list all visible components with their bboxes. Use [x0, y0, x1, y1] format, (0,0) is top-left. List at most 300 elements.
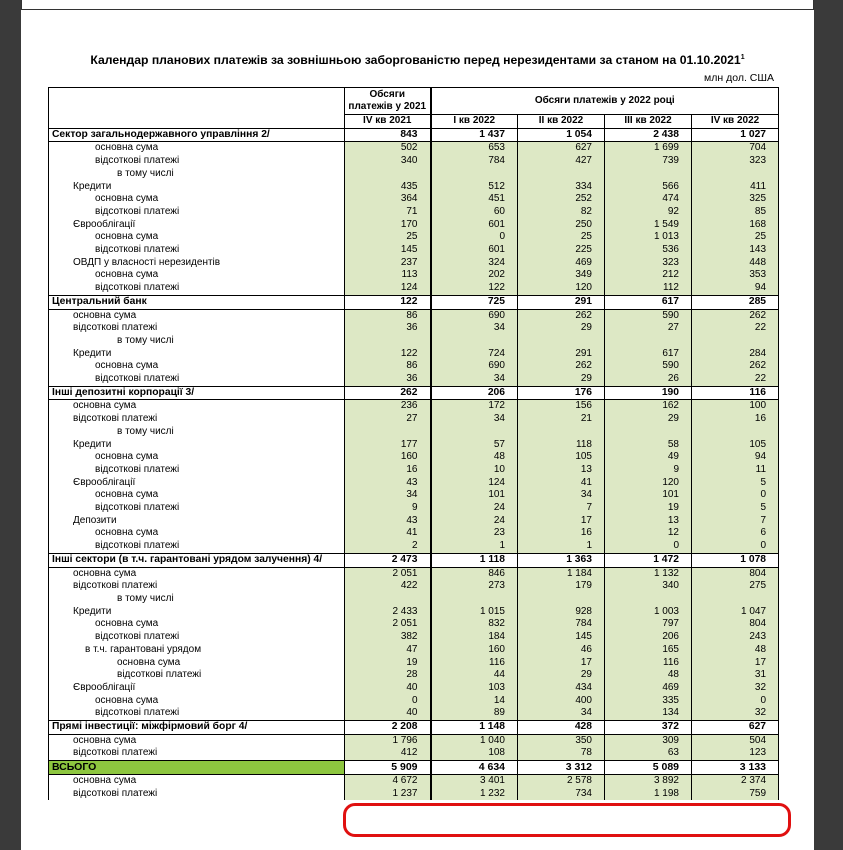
value-cell — [605, 426, 692, 439]
value-cell: 262 — [345, 386, 431, 400]
value-cell: 804 — [692, 618, 779, 631]
value-cell: 324 — [431, 257, 518, 270]
value-cell: 309 — [605, 734, 692, 747]
table-row — [49, 553, 779, 567]
value-cell: 2 051 — [345, 618, 431, 631]
value-cell: 262 — [518, 309, 605, 322]
value-cell: 617 — [605, 295, 692, 309]
value-cell — [345, 335, 431, 348]
value-cell: 19 — [345, 657, 431, 670]
value-cell: 78 — [518, 747, 605, 760]
row-label: відсоткові платежі — [49, 502, 345, 515]
table-row — [49, 193, 779, 206]
table-row — [49, 527, 779, 540]
row-label: відсоткові платежі — [49, 322, 345, 335]
value-cell: 17 — [692, 657, 779, 670]
table-row — [49, 373, 779, 386]
value-cell: 63 — [605, 747, 692, 760]
value-cell: 451 — [431, 193, 518, 206]
value-cell: 170 — [345, 219, 431, 232]
value-cell: 2 051 — [345, 567, 431, 580]
value-cell: 134 — [605, 707, 692, 720]
value-cell: 601 — [431, 219, 518, 232]
value-cell: 275 — [692, 580, 779, 593]
value-cell: 285 — [692, 295, 779, 309]
value-cell: 172 — [431, 400, 518, 413]
table-row — [49, 413, 779, 426]
table-row — [49, 219, 779, 232]
value-cell: 1 132 — [605, 567, 692, 580]
value-cell: 12 — [605, 527, 692, 540]
value-cell: 48 — [605, 669, 692, 682]
value-cell: 13 — [518, 464, 605, 477]
row-label: основна сума — [49, 231, 345, 244]
row-label: основна сума — [49, 269, 345, 282]
value-cell: 0 — [692, 489, 779, 502]
row-label: Єврооблігації — [49, 477, 345, 490]
table-row — [49, 695, 779, 708]
table-row — [49, 231, 779, 244]
value-cell: 143 — [692, 244, 779, 257]
value-cell: 928 — [518, 606, 605, 619]
value-cell: 1 148 — [431, 721, 518, 735]
value-cell: 156 — [518, 400, 605, 413]
value-cell: 1 027 — [692, 128, 779, 142]
row-label: відсоткові платежі — [49, 707, 345, 720]
value-cell — [605, 168, 692, 181]
row-label: основна сума — [49, 695, 345, 708]
value-cell: 284 — [692, 348, 779, 361]
value-cell: 27 — [605, 322, 692, 335]
value-cell: 734 — [518, 788, 605, 801]
value-cell: 1 054 — [518, 128, 605, 142]
value-cell: 120 — [518, 282, 605, 295]
value-cell: 1 549 — [605, 219, 692, 232]
table-body — [49, 128, 779, 800]
value-cell: 32 — [692, 707, 779, 720]
value-cell: 1 015 — [431, 606, 518, 619]
table-row — [49, 464, 779, 477]
value-cell — [345, 426, 431, 439]
value-cell: 145 — [518, 631, 605, 644]
value-cell: 759 — [692, 788, 779, 801]
value-cell: 273 — [431, 580, 518, 593]
value-cell: 502 — [345, 142, 431, 155]
table-row — [49, 128, 779, 142]
value-cell — [692, 426, 779, 439]
value-cell: 3 892 — [605, 774, 692, 787]
value-cell: 25 — [518, 231, 605, 244]
row-label: відсоткові платежі — [49, 464, 345, 477]
value-cell: 1 437 — [431, 128, 518, 142]
row-label: відсоткові платежі — [49, 631, 345, 644]
value-cell: 36 — [345, 373, 431, 386]
value-cell: 1 047 — [692, 606, 779, 619]
table-row — [49, 360, 779, 373]
value-cell: 334 — [518, 181, 605, 194]
table-row — [49, 669, 779, 682]
value-cell: 350 — [518, 734, 605, 747]
table-row — [49, 502, 779, 515]
document-page — [21, 0, 814, 850]
value-cell: 101 — [605, 489, 692, 502]
value-cell: 16 — [692, 413, 779, 426]
value-cell: 435 — [345, 181, 431, 194]
row-label: відсоткові платежі — [49, 244, 345, 257]
value-cell: 1 699 — [605, 142, 692, 155]
value-cell — [692, 168, 779, 181]
value-cell: 566 — [605, 181, 692, 194]
value-cell: 725 — [431, 295, 518, 309]
value-cell: 118 — [518, 439, 605, 452]
value-cell: 17 — [518, 657, 605, 670]
value-cell: 474 — [605, 193, 692, 206]
value-cell: 202 — [431, 269, 518, 282]
value-cell: 252 — [518, 193, 605, 206]
value-cell: 34 — [431, 373, 518, 386]
row-label: в т.ч. гарантовані урядом — [49, 644, 345, 657]
value-cell: 1 237 — [345, 788, 431, 801]
value-cell: 1 232 — [431, 788, 518, 801]
value-cell: 105 — [518, 451, 605, 464]
value-cell: 1 — [431, 540, 518, 553]
row-label: Єврооблігації — [49, 219, 345, 232]
value-cell: 103 — [431, 682, 518, 695]
row-label: основна сума — [49, 734, 345, 747]
value-cell: 22 — [692, 373, 779, 386]
value-cell: 704 — [692, 142, 779, 155]
value-cell: 784 — [431, 155, 518, 168]
value-cell: 3 401 — [431, 774, 518, 787]
value-cell: 122 — [431, 282, 518, 295]
value-cell: 1 013 — [605, 231, 692, 244]
table-row — [49, 489, 779, 502]
value-cell: 49 — [605, 451, 692, 464]
value-cell: 47 — [345, 644, 431, 657]
row-label: в тому числі — [49, 593, 345, 606]
value-cell: 536 — [605, 244, 692, 257]
value-cell — [518, 335, 605, 348]
value-cell: 7 — [518, 502, 605, 515]
value-cell: 29 — [518, 669, 605, 682]
value-cell — [431, 426, 518, 439]
header-2022-group: Обсяги платежів у 2022 році — [431, 88, 779, 115]
value-cell: 804 — [692, 567, 779, 580]
value-cell: 335 — [605, 695, 692, 708]
value-cell: 92 — [605, 206, 692, 219]
value-cell: 6 — [692, 527, 779, 540]
value-cell: 1 472 — [605, 553, 692, 567]
value-cell: 1 118 — [431, 553, 518, 567]
value-cell — [692, 335, 779, 348]
row-label: Кредити — [49, 439, 345, 452]
table-row — [49, 309, 779, 322]
value-cell: 349 — [518, 269, 605, 282]
table-row — [49, 451, 779, 464]
value-cell: 411 — [692, 181, 779, 194]
table-row — [49, 295, 779, 309]
value-cell — [518, 168, 605, 181]
value-cell: 165 — [605, 644, 692, 657]
value-cell: 122 — [345, 295, 431, 309]
value-cell: 48 — [692, 644, 779, 657]
table-row — [49, 734, 779, 747]
value-cell: 3 312 — [518, 761, 605, 775]
value-cell: 58 — [605, 439, 692, 452]
header-2021: Обсяги платежів у 2021 — [345, 88, 431, 115]
value-cell: 105 — [692, 439, 779, 452]
row-label: Прямі інвестиції: міжфірмовий борг 4/ — [49, 721, 345, 735]
value-cell: 23 — [431, 527, 518, 540]
value-cell: 1 003 — [605, 606, 692, 619]
row-label: Єврооблігації — [49, 682, 345, 695]
value-cell: 29 — [518, 322, 605, 335]
table-row — [49, 348, 779, 361]
table-row — [49, 593, 779, 606]
value-cell: 590 — [605, 309, 692, 322]
row-label: основна сума — [49, 567, 345, 580]
value-cell: 22 — [692, 322, 779, 335]
table-row — [49, 774, 779, 787]
period-header: IV кв 2022 — [692, 115, 779, 129]
table-row — [49, 322, 779, 335]
row-label: основна сума — [49, 451, 345, 464]
value-cell: 0 — [605, 540, 692, 553]
value-cell: 82 — [518, 206, 605, 219]
value-cell: 512 — [431, 181, 518, 194]
value-cell: 412 — [345, 747, 431, 760]
value-cell: 86 — [345, 309, 431, 322]
value-cell: 5 089 — [605, 761, 692, 775]
value-cell: 112 — [605, 282, 692, 295]
value-cell: 162 — [605, 400, 692, 413]
table-row — [49, 181, 779, 194]
table-row — [49, 644, 779, 657]
value-cell: 627 — [518, 142, 605, 155]
value-cell: 262 — [692, 360, 779, 373]
value-cell: 434 — [518, 682, 605, 695]
value-cell — [431, 335, 518, 348]
value-cell: 145 — [345, 244, 431, 257]
value-cell: 1 796 — [345, 734, 431, 747]
value-cell: 179 — [518, 580, 605, 593]
previous-page-frame — [21, 0, 814, 10]
value-cell: 364 — [345, 193, 431, 206]
row-label: відсоткові платежі — [49, 788, 345, 801]
value-cell: 40 — [345, 682, 431, 695]
row-label: Інші сектори (в т.ч. гарантовані урядом залучення) 4/ — [49, 553, 345, 567]
value-cell: 14 — [431, 695, 518, 708]
header-empty-cell — [49, 88, 345, 129]
table-row — [49, 386, 779, 400]
red-highlight-annotation — [343, 803, 791, 837]
value-cell: 100 — [692, 400, 779, 413]
value-cell: 86 — [345, 360, 431, 373]
row-label: Кредити — [49, 348, 345, 361]
value-cell: 124 — [431, 477, 518, 490]
value-cell: 160 — [345, 451, 431, 464]
value-cell: 176 — [518, 386, 605, 400]
row-label: основна сума — [49, 774, 345, 787]
table-row — [49, 631, 779, 644]
value-cell — [518, 426, 605, 439]
value-cell: 382 — [345, 631, 431, 644]
payments-table — [48, 87, 779, 800]
value-cell: 9 — [605, 464, 692, 477]
value-cell: 113 — [345, 269, 431, 282]
period-header: II кв 2022 — [518, 115, 605, 129]
value-cell: 212 — [605, 269, 692, 282]
value-cell — [431, 593, 518, 606]
row-label: відсоткові платежі — [49, 747, 345, 760]
value-cell: 243 — [692, 631, 779, 644]
row-label: відсоткові платежі — [49, 580, 345, 593]
value-cell: 2 438 — [605, 128, 692, 142]
value-cell: 28 — [345, 669, 431, 682]
row-label: відсоткові платежі — [49, 206, 345, 219]
period-header: IV кв 2021 — [345, 115, 431, 129]
value-cell: 44 — [431, 669, 518, 682]
row-label: Депозити — [49, 515, 345, 528]
value-cell: 34 — [345, 489, 431, 502]
value-cell: 13 — [605, 515, 692, 528]
value-cell: 41 — [345, 527, 431, 540]
value-cell: 57 — [431, 439, 518, 452]
value-cell: 17 — [518, 515, 605, 528]
value-cell: 1 078 — [692, 553, 779, 567]
value-cell: 19 — [605, 502, 692, 515]
value-cell: 31 — [692, 669, 779, 682]
value-cell: 2 — [345, 540, 431, 553]
table-row — [49, 721, 779, 735]
value-cell: 190 — [605, 386, 692, 400]
value-cell — [345, 593, 431, 606]
value-cell: 5 — [692, 477, 779, 490]
row-label: відсоткові платежі — [49, 155, 345, 168]
table-row — [49, 567, 779, 580]
value-cell: 2 473 — [345, 553, 431, 567]
value-cell: 590 — [605, 360, 692, 373]
row-label: ОВДП у власності нерезидентів — [49, 257, 345, 270]
value-cell: 225 — [518, 244, 605, 257]
value-cell: 206 — [605, 631, 692, 644]
value-cell: 323 — [692, 155, 779, 168]
row-label: основна сума — [49, 527, 345, 540]
value-cell: 206 — [431, 386, 518, 400]
value-cell: 739 — [605, 155, 692, 168]
value-cell: 3 133 — [692, 761, 779, 775]
value-cell — [518, 593, 605, 606]
units-label: млн дол. США — [704, 72, 774, 84]
value-cell: 617 — [605, 348, 692, 361]
row-label: відсоткові платежі — [49, 282, 345, 295]
document-title: Календар планових платежів за зовнішньою заборгованістю перед нерезидентами за станом на 01.10.2021$^1$ — [90, 53, 745, 67]
table-row — [49, 618, 779, 631]
table-row — [49, 707, 779, 720]
value-cell: 24 — [431, 502, 518, 515]
value-cell: 353 — [692, 269, 779, 282]
value-cell: 36 — [345, 322, 431, 335]
table-row — [49, 206, 779, 219]
value-cell — [692, 593, 779, 606]
row-label: основна сума — [49, 400, 345, 413]
value-cell: 832 — [431, 618, 518, 631]
value-cell: 627 — [692, 721, 779, 735]
row-label: в тому числі — [49, 168, 345, 181]
row-label: основна сума — [49, 309, 345, 322]
value-cell: 160 — [431, 644, 518, 657]
value-cell: 400 — [518, 695, 605, 708]
table-row — [49, 515, 779, 528]
value-cell: 85 — [692, 206, 779, 219]
value-cell: 601 — [431, 244, 518, 257]
value-cell: 291 — [518, 295, 605, 309]
value-cell: 427 — [518, 155, 605, 168]
value-cell: 116 — [431, 657, 518, 670]
value-cell: 428 — [518, 721, 605, 735]
value-cell: 2 578 — [518, 774, 605, 787]
value-cell: 843 — [345, 128, 431, 142]
row-label: відсоткові платежі — [49, 540, 345, 553]
value-cell: 4 672 — [345, 774, 431, 787]
value-cell: 11 — [692, 464, 779, 477]
value-cell — [345, 168, 431, 181]
value-cell: 7 — [692, 515, 779, 528]
row-label: відсоткові платежі — [49, 373, 345, 386]
table-row — [49, 269, 779, 282]
value-cell: 26 — [605, 373, 692, 386]
period-header: III кв 2022 — [605, 115, 692, 129]
row-label: в тому числі — [49, 335, 345, 348]
value-cell: 89 — [431, 707, 518, 720]
table-row — [49, 282, 779, 295]
table-row — [49, 657, 779, 670]
table-row — [49, 580, 779, 593]
value-cell: 184 — [431, 631, 518, 644]
table-row — [49, 155, 779, 168]
value-cell: 71 — [345, 206, 431, 219]
value-cell: 372 — [605, 721, 692, 735]
value-cell: 1 040 — [431, 734, 518, 747]
value-cell: 0 — [345, 695, 431, 708]
value-cell: 2 208 — [345, 721, 431, 735]
value-cell: 34 — [518, 489, 605, 502]
row-label: основна сума — [49, 657, 345, 670]
total-row — [49, 761, 779, 775]
value-cell: 25 — [345, 231, 431, 244]
table-row — [49, 426, 779, 439]
table-row — [49, 257, 779, 270]
period-header: I кв 2022 — [431, 115, 518, 129]
table-row — [49, 682, 779, 695]
value-cell: 340 — [345, 155, 431, 168]
value-cell: 108 — [431, 747, 518, 760]
value-cell: 0 — [692, 540, 779, 553]
value-cell: 1 184 — [518, 567, 605, 580]
value-cell: 120 — [605, 477, 692, 490]
value-cell: 101 — [431, 489, 518, 502]
value-cell: 168 — [692, 219, 779, 232]
table-row — [49, 400, 779, 413]
row-label: відсоткові платежі — [49, 413, 345, 426]
value-cell: 27 — [345, 413, 431, 426]
row-label: основна сума — [49, 618, 345, 631]
value-cell: 262 — [518, 360, 605, 373]
value-cell: 29 — [518, 373, 605, 386]
value-cell: 40 — [345, 707, 431, 720]
value-cell: 116 — [605, 657, 692, 670]
value-cell: 123 — [692, 747, 779, 760]
